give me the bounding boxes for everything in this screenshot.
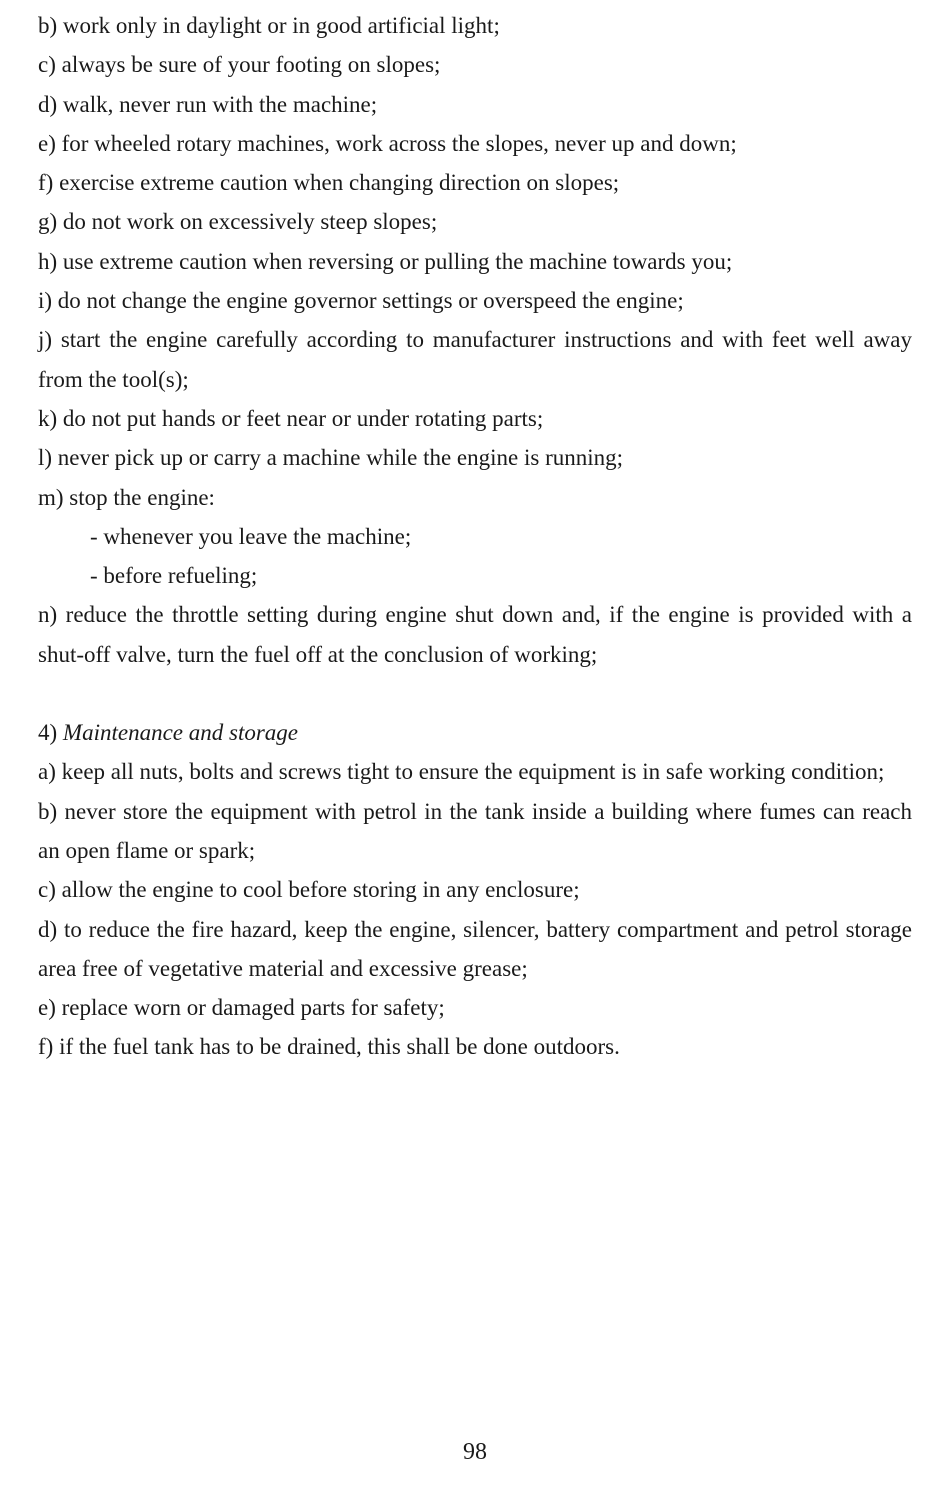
list-item-c: c) always be sure of your footing on slopes; xyxy=(38,52,441,78)
list-item-e: e) for wheeled rotary machines, work across the slopes, never up and down; xyxy=(38,130,737,156)
list-item-j: j) start the engine carefully according to manufacturer instructions and with feet well away from the tool(s); xyxy=(38,327,912,392)
list-item-g: g) do not work on excessively steep slopes; xyxy=(38,209,438,235)
list-item-h: h) use extreme caution when reversing or pulling the machine towards you; xyxy=(38,248,733,274)
maintenance-item-f: f) if the fuel tank has to be drained, this shall be done outdoors. xyxy=(38,1034,620,1060)
maintenance-item-a: a) keep all nuts, bolts and screws tight to ensure the equipment is in safe working condition; xyxy=(38,759,885,785)
list-item-f: f) exercise extreme caution when changing direction on slopes; xyxy=(38,170,620,196)
section-number: 4) xyxy=(38,720,58,746)
section-spacer xyxy=(38,674,912,713)
list-item-b: b) work only in daylight or in good artificial light; xyxy=(38,13,500,38)
section-heading xyxy=(38,713,912,752)
maintenance-item-b: b) never store the equipment with petrol in the tank inside a building where fumes can reach an open flame or spark; xyxy=(38,798,912,863)
list-item-d: d) walk, never run with the machine; xyxy=(38,91,378,117)
list-item-k: k) do not put hands or feet near or under rotating parts; xyxy=(38,405,544,431)
page-body xyxy=(38,6,912,1067)
section-title: Maintenance and storage xyxy=(62,720,298,746)
maintenance-item-d: d) to reduce the fire hazard, keep the engine, silencer, battery compartment and petrol storage area free of vegetative material and excessive grease; xyxy=(38,916,912,981)
maintenance-item-c: c) allow the engine to cool before storing in any enclosure; xyxy=(38,877,580,903)
maintenance-item-e: e) replace worn or damaged parts for safety; xyxy=(38,995,445,1021)
page-number: 98 xyxy=(463,1439,487,1465)
list-subitem-leave-machine: - whenever you leave the machine; xyxy=(90,523,412,549)
list-item-l: l) never pick up or carry a machine while the engine is running; xyxy=(38,445,624,471)
list-item-m: m) stop the engine: xyxy=(38,484,215,510)
list-item-n: n) reduce the throttle setting during engine shut down and, if the engine is provided with a shut-off valve, turn the fuel off at the conclusion of working; xyxy=(38,602,912,667)
list-item-i: i) do not change the engine governor settings or overspeed the engine; xyxy=(38,288,684,314)
list-subitem-refueling: - before refueling; xyxy=(90,563,258,589)
